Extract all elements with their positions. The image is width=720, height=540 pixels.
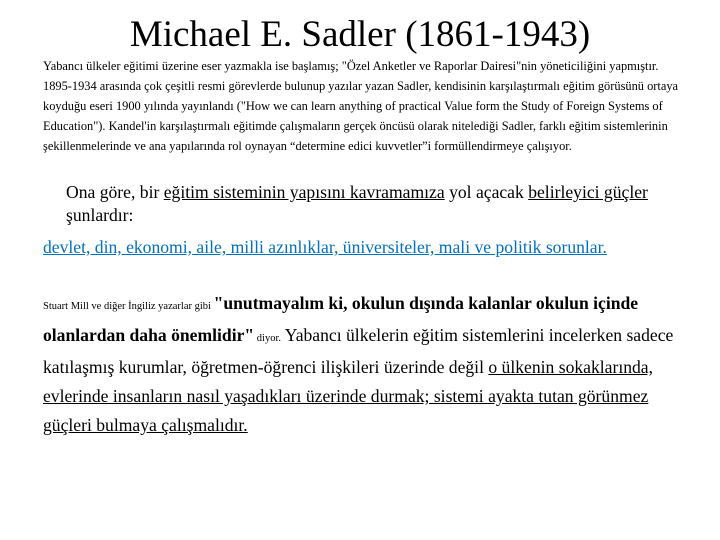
quote-text-2: yol açacak: [444, 182, 529, 202]
forces-list[interactable]: devlet, din, ekonomi, aile, milli azınlıklar, üniversiteler, mali ve politik sorunlar.: [43, 237, 607, 257]
determining-forces-paragraph: [66, 181, 696, 227]
mill-text-1: Yabancı ülkelerin eğitim sistemlerini incelerken sadece katılaşmış kurumlar, öğretmen-öğrenci ilişkileri üzerinde değil: [43, 325, 674, 377]
page-title: [0, 12, 720, 58]
mill-says: diyor.: [254, 333, 282, 344]
quote-underlined-1: eğitim sisteminin yapısını kavramamıza: [163, 182, 445, 202]
title-years: (1861-1943): [405, 14, 591, 55]
quote-underlined-2: belirleyici güçler: [528, 182, 648, 202]
mill-lead: Stuart Mill ve diğer İngiliz yazarlar gibi: [43, 301, 214, 312]
quote-text-1: Ona göre, bir: [66, 182, 164, 202]
mill-underlined-1: o ülkenin sokaklarında, evlerinde insanların nasıl yaşadıkları üzerinde durmak; sistemi ayakta tutan görünmez güçleri bulmaya çalışmalıdır.: [43, 357, 654, 435]
mill-paragraph: [43, 289, 693, 440]
quote-text-3: şunlardır:: [66, 205, 134, 225]
mill-quote: "unutmayalım ki, okulun dışında kalanlar okulun içinde olanlardan daha önemlidir": [43, 293, 639, 345]
title-name: Michael E. Sadler: [129, 14, 396, 55]
intro-paragraph: Yabancı ülkeler eğitimi üzerine eser yazmakla ise başlamış; "Özel Anketler ve Raporlar Dairesi"nin yöneticiliğini yapmıştır. 1895-1934 arasında çok çeşitli resmi görevlerde bulunup yazılar yazan Sadler, kendisinin karşılaştırmalı eğitim görüsünü ortaya koyduğu eseri 1900 yılında yayınlandı ("How we can learn anything of practical Value form the Study of Foreign Systems of Education"). Kandel'in karşılaştırmalı eğitimde çalışmaların gerçek öncüsü olarak nitelediği Sadler, farklı eğitim sistemlerinin şekillenmelerinde ve ana yapılarında rol oynayan “determine edici kuvvetler”i formüllendirmeye çalışıyor.: [43, 59, 679, 153]
